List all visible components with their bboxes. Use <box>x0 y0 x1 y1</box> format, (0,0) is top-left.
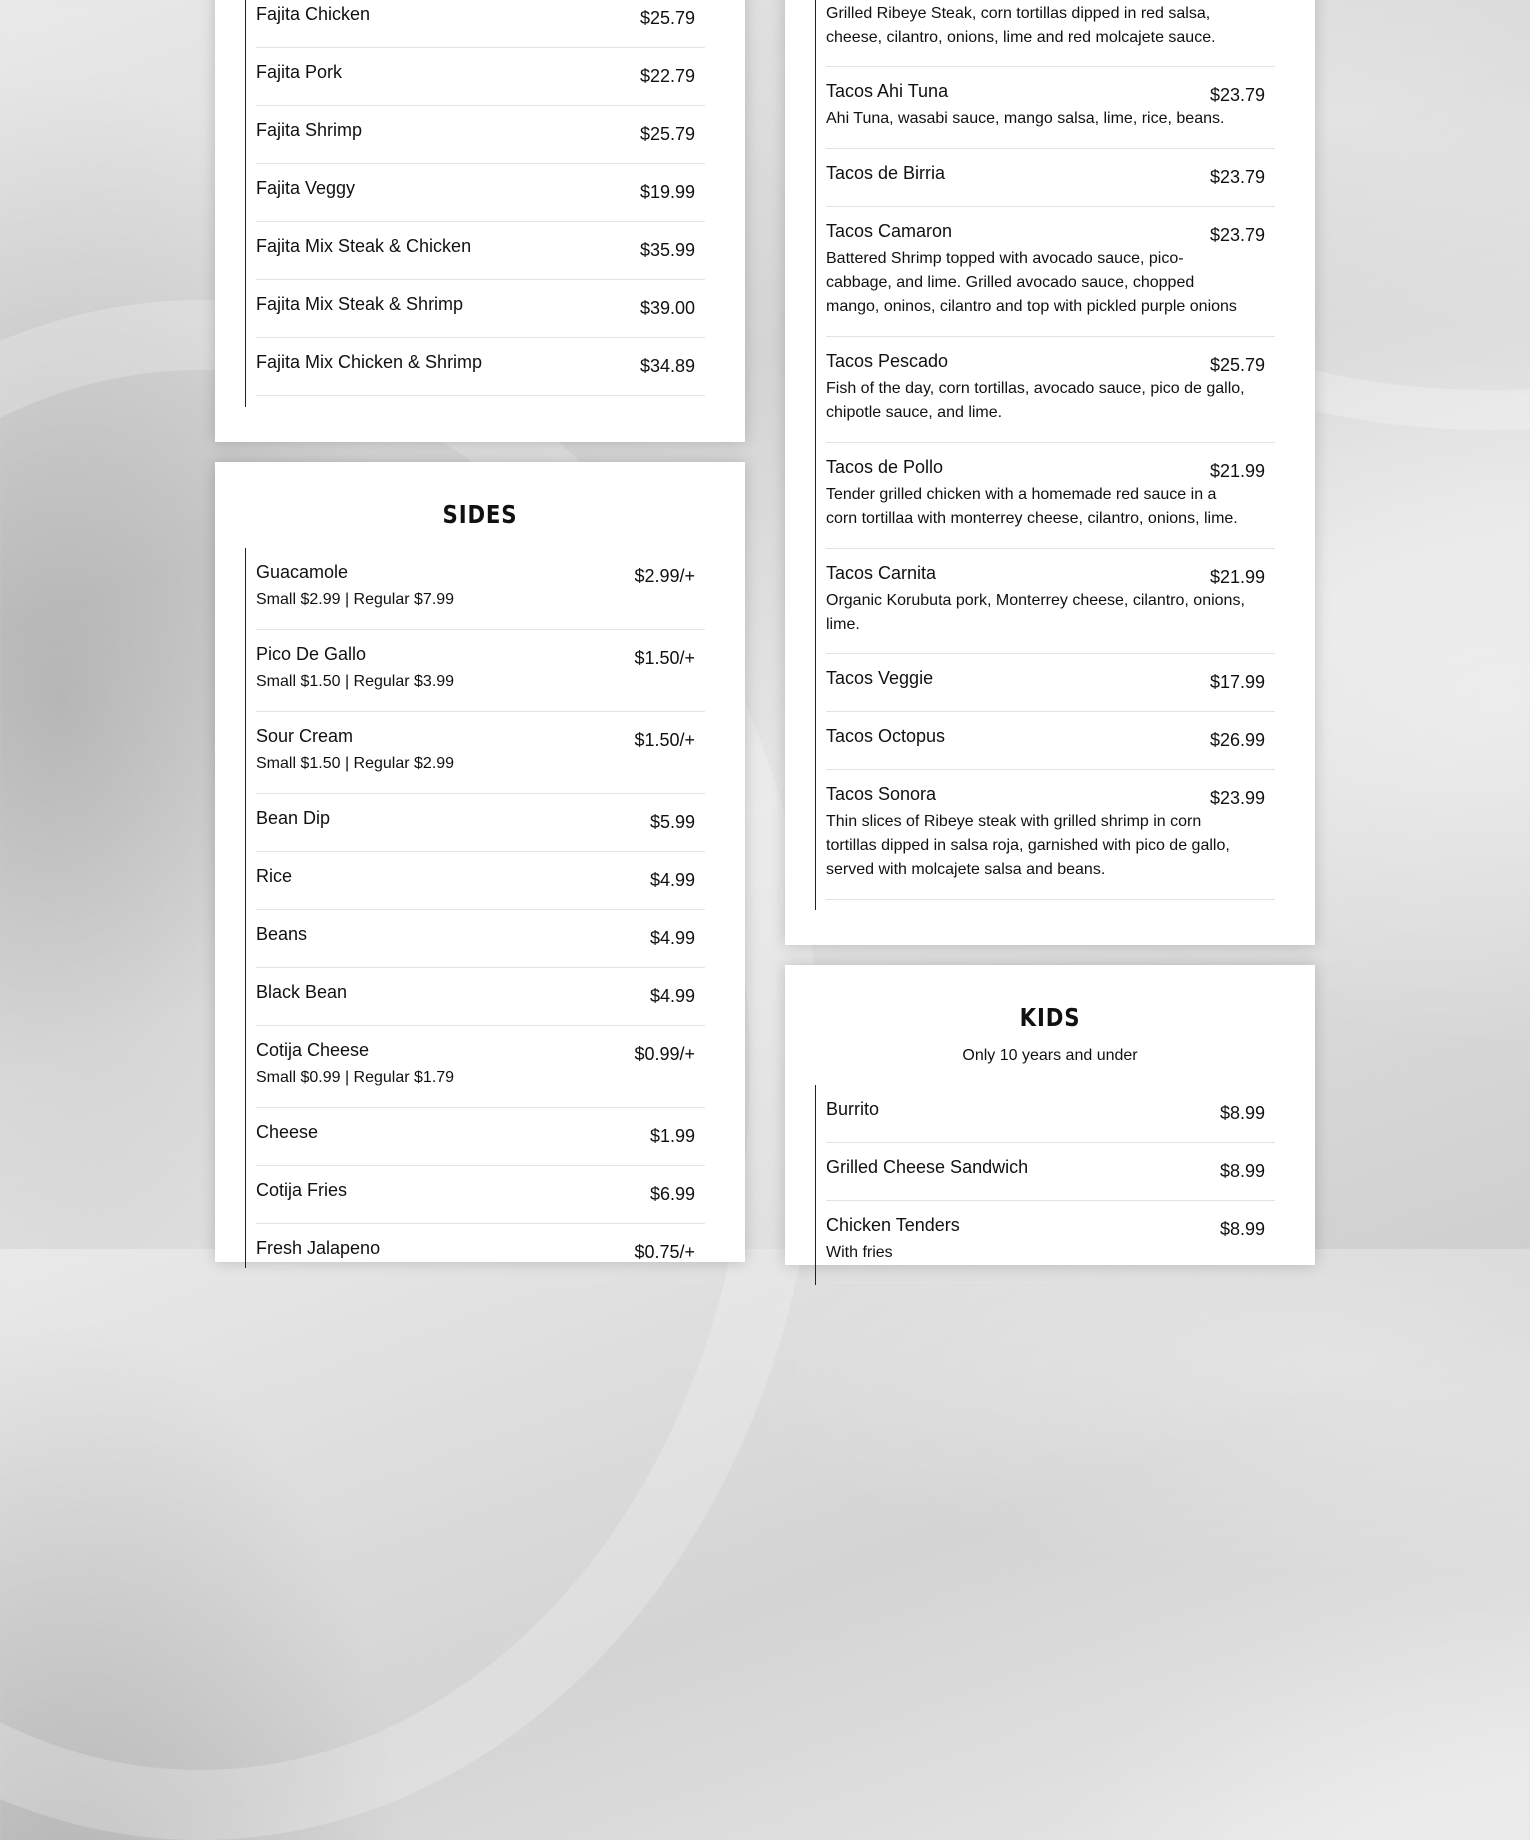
menu-item[interactable] <box>256 630 705 712</box>
item-name: Tacos Sonora <box>826 784 937 804</box>
item-price: $23.79 <box>1209 85 1265 105</box>
item-name: Cotija Fries <box>256 1180 348 1200</box>
item-description: Thin slices of Ribeye steak with grilled shrimp in corn tortillas dipped in salsa roja, garnished with pico de gallo, served with molcajete salsa and beans. <box>826 813 1230 878</box>
item-name: Tacos de Birria <box>826 163 946 183</box>
fajitas-card <box>215 0 745 442</box>
item-name: Guacamole <box>256 562 349 582</box>
item-description: Small $0.99 | Regular $1.79 <box>256 1069 455 1086</box>
menu-item[interactable] <box>256 910 705 968</box>
menu-item[interactable] <box>826 207 1275 337</box>
item-price: $8.99 <box>1219 1161 1265 1181</box>
menu-item[interactable] <box>826 443 1275 549</box>
item-name: Sour Cream <box>256 726 354 746</box>
item-name: Burrito <box>826 1099 880 1119</box>
sides-list <box>245 548 705 1268</box>
item-description: Small $2.99 | Regular $7.99 <box>256 591 455 608</box>
section-title: SIDES <box>442 500 518 529</box>
item-name: Tacos Octopus <box>826 726 946 746</box>
menu-item[interactable] <box>256 0 705 48</box>
item-description: Organic Korubuta pork, Monterrey cheese, cilantro, onions, lime. <box>826 592 1245 633</box>
menu-item[interactable] <box>826 1085 1275 1143</box>
item-price: $26.99 <box>1209 730 1265 750</box>
fajitas-list <box>245 0 705 407</box>
menu-item[interactable] <box>826 149 1275 207</box>
item-price: $39.00 <box>639 298 695 318</box>
item-description: Small $1.50 | Regular $3.99 <box>256 673 455 690</box>
item-price: $5.99 <box>649 812 695 832</box>
item-name: Rice <box>256 866 293 886</box>
sides-card <box>215 462 745 1262</box>
item-price: $23.79 <box>1209 225 1265 245</box>
menu-item[interactable] <box>826 1143 1275 1201</box>
menu-item[interactable] <box>256 1166 705 1224</box>
item-price: $22.79 <box>639 66 695 86</box>
menu-item[interactable] <box>256 1224 705 1282</box>
item-name: Cheese <box>256 1122 319 1142</box>
item-name: Bean Dip <box>256 808 331 828</box>
item-name: Tacos Veggie <box>826 668 934 688</box>
item-price: $1.50/+ <box>634 648 695 668</box>
item-price: $6.99 <box>649 1184 695 1204</box>
kids-card <box>785 965 1315 1265</box>
menu-item[interactable] <box>826 712 1275 770</box>
menu-item[interactable] <box>256 794 705 852</box>
menu-item[interactable] <box>256 338 705 396</box>
menu-item[interactable] <box>256 548 705 630</box>
item-name: Black Bean <box>256 982 348 1002</box>
item-name: Tacos Ahi Tuna <box>826 81 949 101</box>
kids-list <box>815 1085 1275 1285</box>
menu-item[interactable] <box>256 280 705 338</box>
item-description: Grilled Ribeye Steak, corn tortillas dipped in red salsa, cheese, cilantro, onions, lime and red molcajete sauce. <box>826 5 1216 46</box>
menu-item[interactable] <box>256 222 705 280</box>
item-name: Fajita Shrimp <box>256 120 363 140</box>
menu-item[interactable] <box>826 770 1275 900</box>
item-description: With fries <box>826 1244 893 1261</box>
item-price: $21.99 <box>1209 567 1265 587</box>
item-price: $25.79 <box>1209 355 1265 375</box>
menu-item[interactable] <box>826 337 1275 443</box>
tacos-card <box>785 0 1315 945</box>
item-name: Cotija Cheese <box>256 1040 370 1060</box>
item-price: $25.79 <box>639 124 695 144</box>
item-price: $21.99 <box>1209 461 1265 481</box>
item-name: Tacos de Pollo <box>826 457 944 477</box>
item-price: $17.99 <box>1209 672 1265 692</box>
item-description: Small $1.50 | Regular $2.99 <box>256 755 455 772</box>
item-price: $35.99 <box>639 240 695 260</box>
menu-item[interactable] <box>826 549 1275 654</box>
item-price: $2.99/+ <box>634 566 695 586</box>
menu-item[interactable] <box>256 164 705 222</box>
item-name: Tacos Pescado <box>826 351 949 371</box>
item-price: $23.79 <box>1209 167 1265 187</box>
menu-item[interactable] <box>256 968 705 1026</box>
item-price: $23.99 <box>1209 788 1265 808</box>
item-name: Fajita Mix Steak & Shrimp <box>256 294 464 314</box>
menu-item[interactable] <box>256 48 705 106</box>
item-price: $8.99 <box>1219 1219 1265 1239</box>
item-name: Tacos Camaron <box>826 221 953 241</box>
menu-item[interactable] <box>256 712 705 794</box>
item-description: Ahi Tuna, wasabi sauce, mango salsa, lime, rice, beans. <box>826 110 1225 127</box>
menu-item[interactable] <box>826 67 1275 149</box>
section-title: KIDS <box>1019 1003 1081 1032</box>
item-name: Fajita Mix Chicken & Shrimp <box>256 352 483 372</box>
item-description: Fish of the day, corn tortillas, avocado sauce, pico de gallo, chipotle sauce, and lime. <box>826 380 1245 421</box>
item-price: $0.99/+ <box>634 1044 695 1064</box>
item-name: Fresh Jalapeno <box>256 1238 381 1258</box>
item-price: $8.99 <box>1219 1103 1265 1123</box>
item-name: Fajita Veggy <box>256 178 356 198</box>
item-description: Battered Shrimp topped with avocado sauce, pico-cabbage, and lime. Grilled avocado sauce, chopped mango, oninos, cilantro and top with pickled purple onions <box>826 250 1237 315</box>
item-name: Tacos Carnita <box>826 563 937 583</box>
item-price: $25.79 <box>639 8 695 28</box>
item-price: $4.99 <box>649 870 695 890</box>
tacos-list <box>815 0 1275 910</box>
item-price: $1.99 <box>649 1126 695 1146</box>
item-name: Fajita Pork <box>256 62 343 82</box>
item-price: $4.99 <box>649 986 695 1006</box>
item-price: $19.99 <box>639 182 695 202</box>
menu-item[interactable] <box>256 106 705 164</box>
item-name: Fajita Chicken <box>256 4 371 24</box>
item-price: $1.50/+ <box>634 730 695 750</box>
item-name: Pico De Gallo <box>256 644 367 664</box>
menu-item[interactable] <box>826 1201 1275 1283</box>
item-name: Fajita Mix Steak & Chicken <box>256 236 472 256</box>
item-name: Beans <box>256 924 308 944</box>
item-price: $34.89 <box>639 356 695 376</box>
section-subtitle: Only 10 years and under <box>962 1047 1138 1064</box>
item-description: Tender grilled chicken with a homemade red sauce in a corn tortillaa with monterrey cheese, cilantro, onions, lime. <box>826 486 1238 527</box>
menu-item[interactable] <box>256 1026 705 1108</box>
item-name: Grilled Cheese Sandwich <box>826 1157 1029 1177</box>
menu-item[interactable] <box>256 852 705 910</box>
menu-item-continued[interactable] <box>826 0 1275 67</box>
item-price: $4.99 <box>649 928 695 948</box>
menu-item[interactable] <box>826 654 1275 712</box>
item-price: $0.75/+ <box>634 1242 695 1262</box>
menu-item[interactable] <box>256 1108 705 1166</box>
item-name: Chicken Tenders <box>826 1215 960 1235</box>
